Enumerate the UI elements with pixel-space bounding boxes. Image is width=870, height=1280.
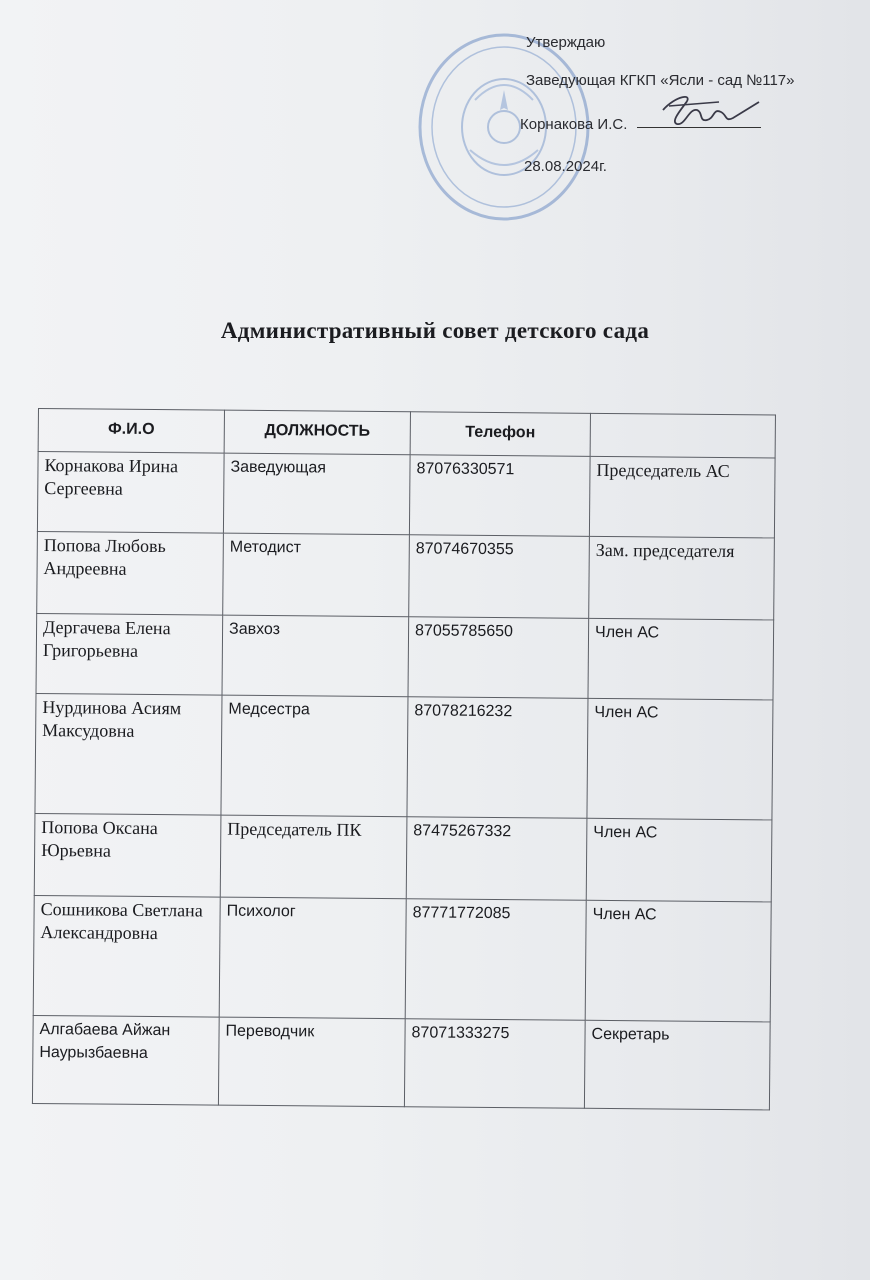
cell-phone: 87055785650 [408,617,589,699]
table-row [35,693,773,819]
cell-name: Алгабаева Айжан Наурызбаевна [32,1015,219,1105]
cell-role: Член АС [588,618,774,700]
handwritten-signature-icon [655,88,765,136]
column-header-phone: Телефон [410,412,590,457]
column-header-role [590,413,775,458]
page-title: Административный совет детского сада [220,318,650,343]
cell-name: Сошникова Светлана Александровна [33,895,220,1017]
approval-label: Утверждаю [526,34,606,51]
cell-position: Методист [223,533,410,617]
table-row [33,895,771,1021]
column-header-position: ДОЛЖНОСТЬ [224,410,410,455]
cell-role: Член АС [587,698,773,820]
cell-phone: 87475267332 [406,817,587,901]
cell-name: Нурдинова Асиям Максудовна [35,693,222,815]
table-row [36,613,774,699]
cell-phone: 87071333275 [404,1019,585,1109]
cell-name: Дергачева Елена Григорьевна [36,613,223,695]
cell-phone: 87074670355 [409,535,590,619]
cell-name: Попова Любовь Андреевна [37,531,224,615]
cell-role: Член АС [586,818,772,902]
cell-role: Зам. председателя [589,536,775,620]
council-table [32,408,776,1110]
table-header-row [38,409,775,458]
cell-phone: 87076330571 [409,455,590,537]
table-row [37,452,775,538]
cell-phone: 87771772085 [405,899,586,1021]
cell-role: Член АС [585,900,771,1022]
approval-date: 28.08.2024г. [524,158,607,175]
cell-phone: 87078216232 [407,697,588,819]
table-row [34,813,772,901]
cell-role: Секретарь [584,1020,770,1110]
cell-name: Попова Оксана Юрьевна [34,813,221,897]
approval-signatory: Корнакова И.С. [520,116,628,133]
cell-role: Председатель АС [589,456,775,538]
cell-position: Завхоз [222,615,409,697]
cell-position: Психолог [219,897,406,1019]
column-header-name: Ф.И.О [38,409,224,454]
cell-position: Переводчик [218,1017,405,1107]
cell-name: Корнакова Ирина Сергеевна [37,452,224,534]
cell-position: Председатель ПК [220,815,407,899]
approval-position: Заведующая КГКП «Ясли - сад №117» [526,72,795,89]
table-row [32,1015,770,1109]
cell-position: Медсестра [221,695,408,817]
cell-position: Заведующая [223,453,410,535]
table-row [37,531,775,619]
